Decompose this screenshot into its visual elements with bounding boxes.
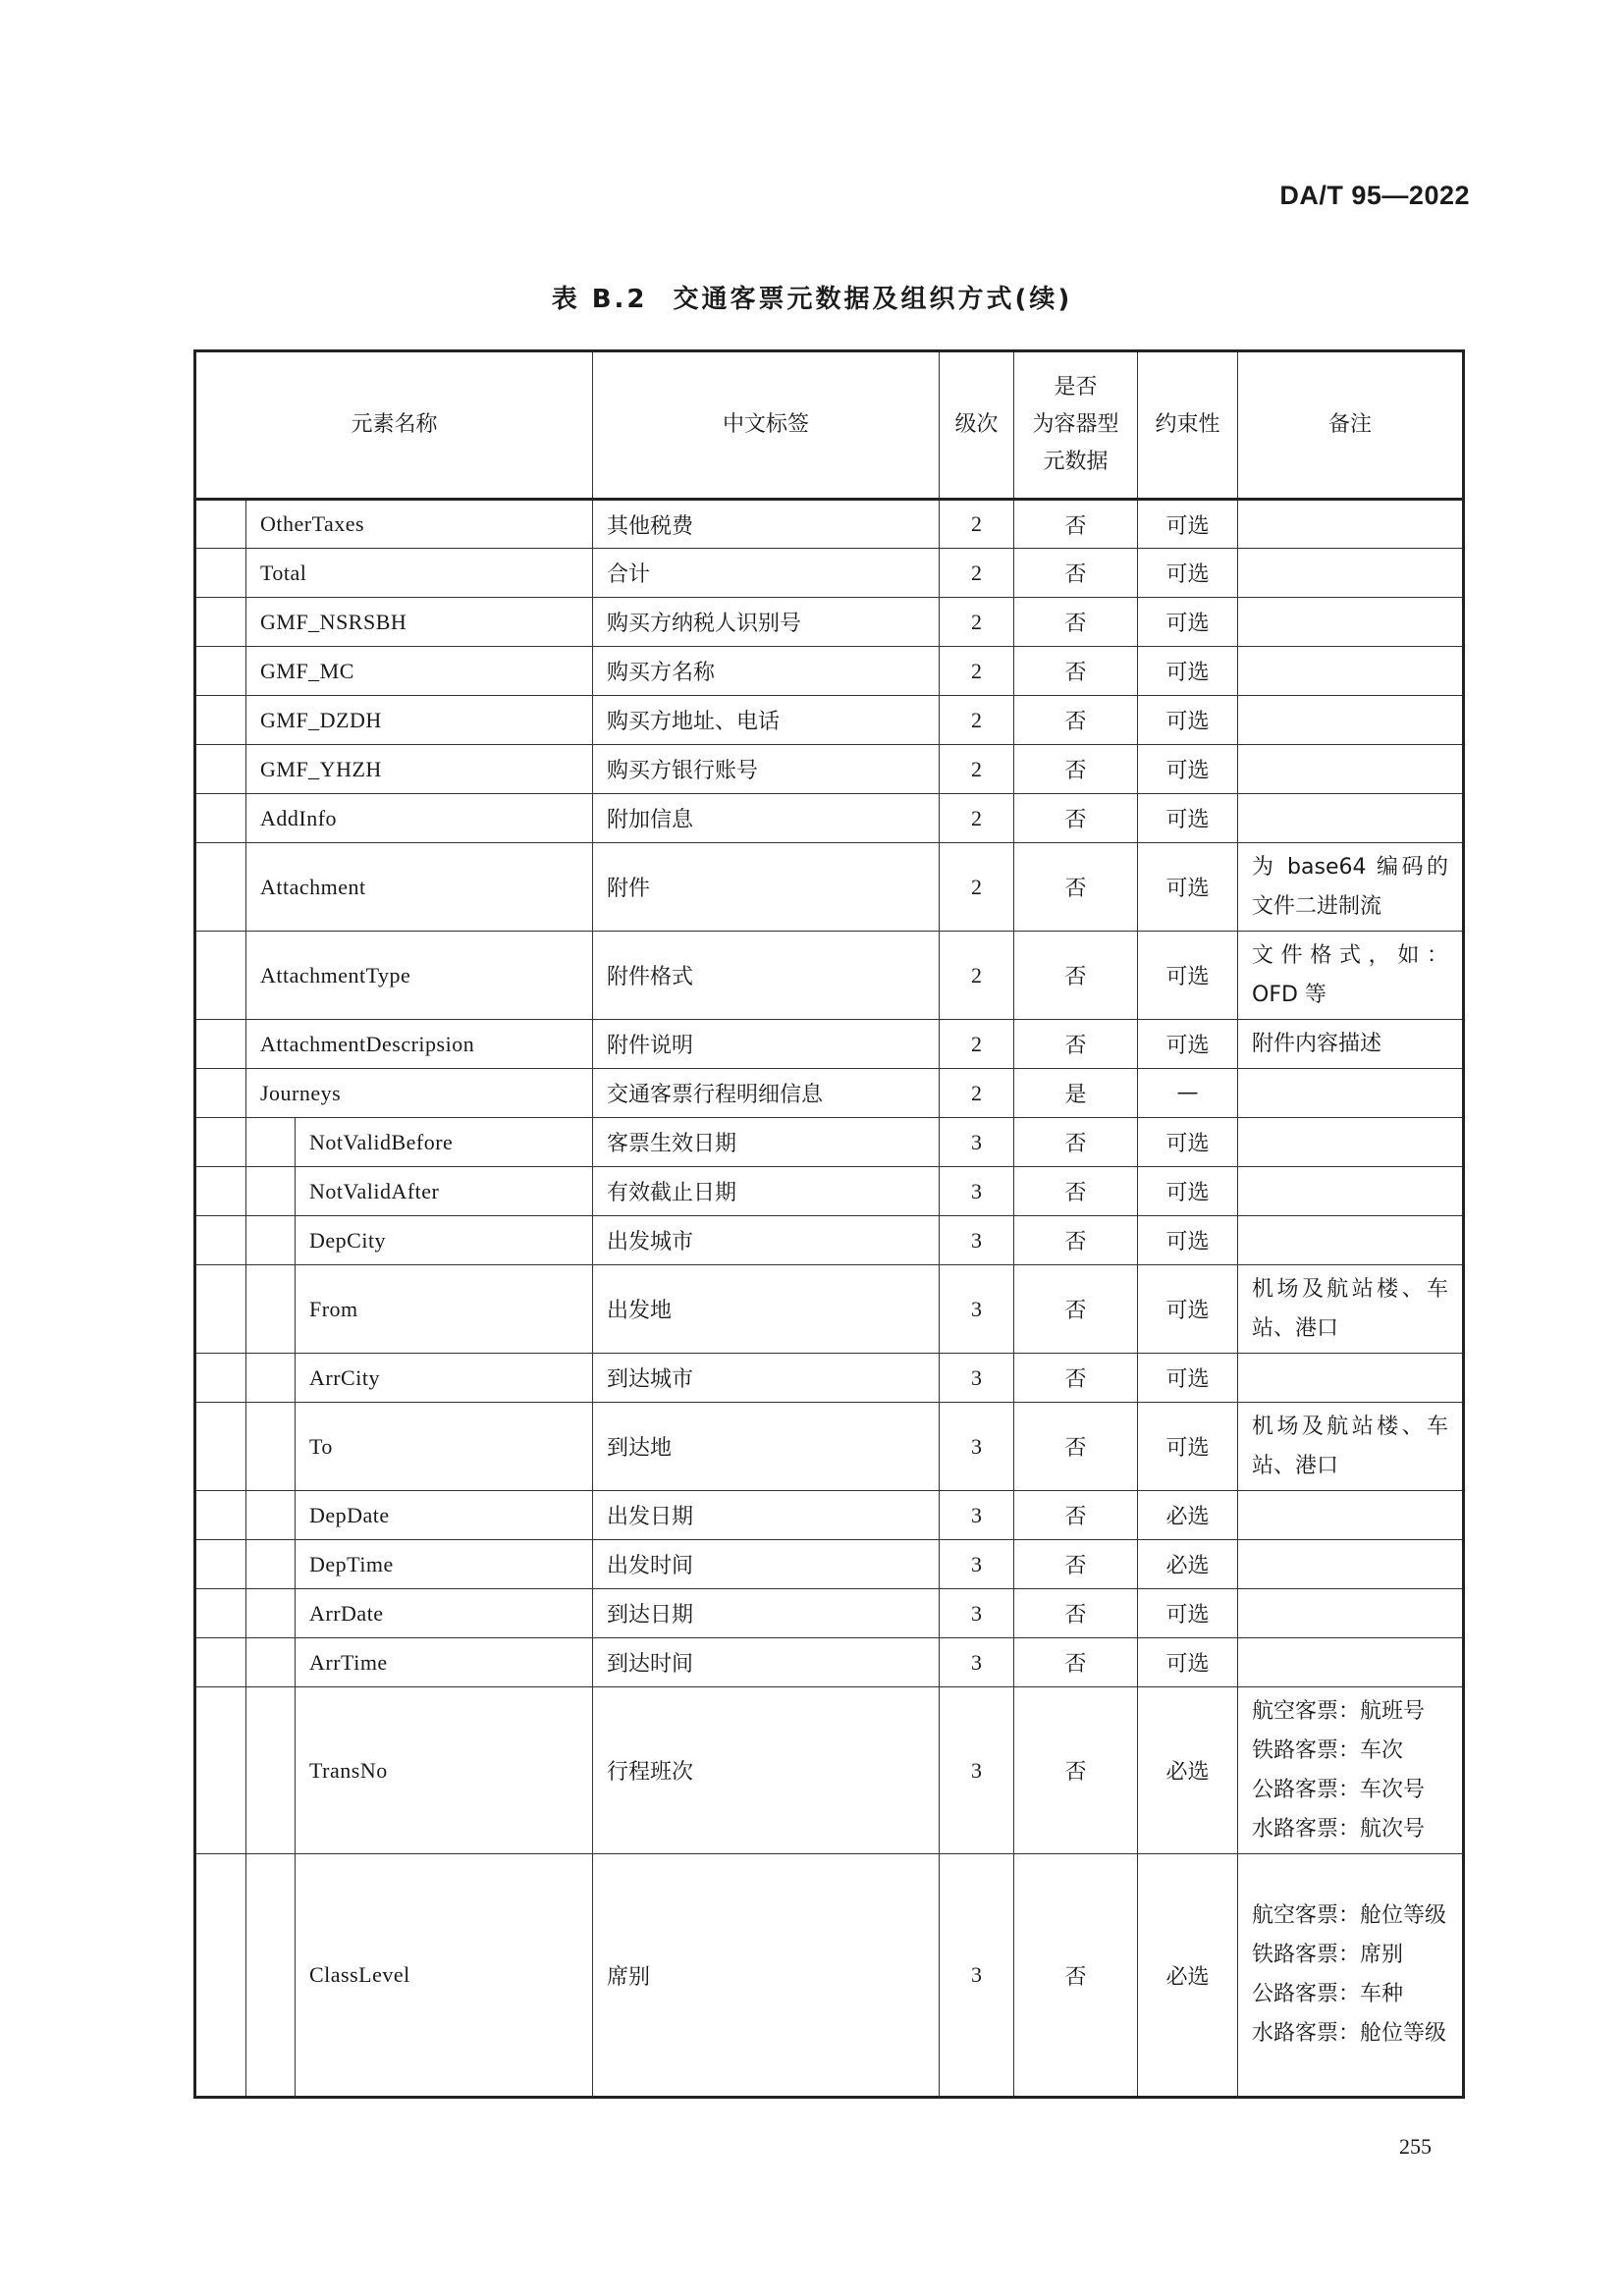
indent-cell — [246, 1403, 296, 1491]
indent-cell — [195, 1069, 246, 1118]
constraint-value: 可选 — [1138, 500, 1238, 549]
level-value: 2 — [940, 696, 1014, 745]
container-flag: 是 — [1014, 1069, 1138, 1118]
standard-code: DA/T 95—2022 — [1279, 181, 1470, 210]
chinese-label: 购买方地址、电话 — [593, 696, 940, 745]
element-name: AddInfo — [246, 794, 593, 843]
element-name: ArrCity — [296, 1354, 593, 1403]
constraint-value: 可选 — [1138, 549, 1238, 598]
container-flag: 否 — [1014, 1491, 1138, 1540]
element-name: GMF_NSRSBH — [246, 598, 593, 647]
indent-cell — [195, 1354, 246, 1403]
indent-cell — [195, 1854, 246, 2098]
level-value: 3 — [940, 1854, 1014, 2098]
table-row — [195, 696, 1464, 745]
element-name: From — [296, 1265, 593, 1354]
element-name: AttachmentType — [246, 932, 593, 1020]
container-flag: 否 — [1014, 1854, 1138, 2098]
indent-cell — [246, 1491, 296, 1540]
table-row — [195, 1020, 1464, 1069]
col-header-level: 级次 — [940, 351, 1014, 500]
constraint-value: 可选 — [1138, 745, 1238, 794]
note-cell — [1238, 1540, 1464, 1589]
col-header-container: 是否 为容器型 元数据 — [1014, 351, 1138, 500]
level-value: 2 — [940, 549, 1014, 598]
level-value: 2 — [940, 745, 1014, 794]
indent-cell — [246, 1540, 296, 1589]
constraint-value: 可选 — [1138, 696, 1238, 745]
table-row — [195, 843, 1464, 932]
constraint-value: 可选 — [1138, 598, 1238, 647]
indent-cell — [246, 1118, 296, 1167]
container-flag: 否 — [1014, 745, 1138, 794]
element-name: NotValidAfter — [296, 1167, 593, 1216]
table-row — [195, 1167, 1464, 1216]
element-name: ClassLevel — [296, 1854, 593, 2098]
note-cell — [1238, 794, 1464, 843]
constraint-value: 可选 — [1138, 843, 1238, 932]
metadata-table — [193, 349, 1465, 2099]
indent-cell — [246, 1354, 296, 1403]
indent-cell — [246, 1687, 296, 1854]
indent-cell — [246, 1265, 296, 1354]
chinese-label: 有效截止日期 — [593, 1167, 940, 1216]
note-cell — [1238, 1216, 1464, 1265]
level-value: 2 — [940, 647, 1014, 696]
indent-cell — [246, 1216, 296, 1265]
constraint-value: 可选 — [1138, 1167, 1238, 1216]
chinese-label: 附件说明 — [593, 1020, 940, 1069]
container-flag: 否 — [1014, 500, 1138, 549]
chinese-label: 客票生效日期 — [593, 1118, 940, 1167]
container-flag: 否 — [1014, 932, 1138, 1020]
indent-cell — [195, 932, 246, 1020]
chinese-label: 其他税费 — [593, 500, 940, 549]
indent-cell — [195, 1403, 246, 1491]
table-body — [195, 500, 1464, 2098]
container-flag: 否 — [1014, 1020, 1138, 1069]
note-cell — [1238, 745, 1464, 794]
indent-cell — [195, 1589, 246, 1638]
container-flag: 否 — [1014, 696, 1138, 745]
indent-cell — [195, 1020, 246, 1069]
table-row — [195, 1589, 1464, 1638]
chinese-label: 附加信息 — [593, 794, 940, 843]
col-header-note: 备注 — [1238, 351, 1464, 500]
col-header-element-name: 元素名称 — [195, 351, 593, 500]
container-flag: 否 — [1014, 1638, 1138, 1687]
element-name: DepDate — [296, 1491, 593, 1540]
level-value: 3 — [940, 1265, 1014, 1354]
constraint-value: 必选 — [1138, 1540, 1238, 1589]
table-row — [195, 1854, 1464, 2098]
container-flag: 否 — [1014, 549, 1138, 598]
constraint-value: 可选 — [1138, 1216, 1238, 1265]
indent-cell — [195, 843, 246, 932]
chinese-label: 到达时间 — [593, 1638, 940, 1687]
note-cell: 附件内容描述 — [1238, 1020, 1464, 1069]
indent-cell — [195, 1118, 246, 1167]
table-row — [195, 1638, 1464, 1687]
container-flag: 否 — [1014, 1403, 1138, 1491]
table-row — [195, 1687, 1464, 1854]
table-header-row — [195, 351, 1464, 500]
level-value: 3 — [940, 1216, 1014, 1265]
note-cell — [1238, 1069, 1464, 1118]
element-name: TransNo — [296, 1687, 593, 1854]
note-cell — [1238, 1354, 1464, 1403]
indent-cell — [246, 1638, 296, 1687]
table-row — [195, 549, 1464, 598]
element-name: GMF_MC — [246, 647, 593, 696]
note-cell — [1238, 549, 1464, 598]
chinese-label: 附件 — [593, 843, 940, 932]
table-row — [195, 1069, 1464, 1118]
level-value: 2 — [940, 843, 1014, 932]
indent-cell — [195, 598, 246, 647]
note-cell: 机场及航站楼、车站、港口 — [1238, 1265, 1464, 1354]
chinese-label: 合计 — [593, 549, 940, 598]
chinese-label: 交通客票行程明细信息 — [593, 1069, 940, 1118]
element-name: AttachmentDescripsion — [246, 1020, 593, 1069]
container-flag: 否 — [1014, 598, 1138, 647]
indent-cell — [195, 1638, 246, 1687]
level-value: 3 — [940, 1491, 1014, 1540]
level-value: 2 — [940, 932, 1014, 1020]
page-number: 255 — [1399, 2134, 1432, 2159]
container-flag: 否 — [1014, 1265, 1138, 1354]
note-cell — [1238, 647, 1464, 696]
element-name: DepTime — [296, 1540, 593, 1589]
container-flag: 否 — [1014, 1216, 1138, 1265]
table-row — [195, 1491, 1464, 1540]
indent-cell — [195, 1540, 246, 1589]
note-cell — [1238, 1491, 1464, 1540]
chinese-label: 席别 — [593, 1854, 940, 2098]
table-row — [195, 794, 1464, 843]
constraint-value: 必选 — [1138, 1687, 1238, 1854]
constraint-value: 可选 — [1138, 932, 1238, 1020]
table-row — [195, 1540, 1464, 1589]
table-row — [195, 1118, 1464, 1167]
note-cell: 航空客票：舱位等级 铁路客票：席别 公路客票：车种 水路客票：舱位等级 — [1238, 1854, 1464, 2098]
level-value: 2 — [940, 1020, 1014, 1069]
constraint-value: — — [1138, 1069, 1238, 1118]
chinese-label: 到达地 — [593, 1403, 940, 1491]
level-value: 3 — [940, 1638, 1014, 1687]
constraint-value: 可选 — [1138, 1638, 1238, 1687]
note-cell — [1238, 1589, 1464, 1638]
constraint-value: 可选 — [1138, 1118, 1238, 1167]
note-cell — [1238, 1167, 1464, 1216]
indent-cell — [195, 647, 246, 696]
element-name: NotValidBefore — [296, 1118, 593, 1167]
chinese-label: 附件格式 — [593, 932, 940, 1020]
note-cell — [1238, 696, 1464, 745]
chinese-label: 购买方纳税人识别号 — [593, 598, 940, 647]
container-flag: 否 — [1014, 647, 1138, 696]
note-cell: 为 base64 编码的文件二进制流 — [1238, 843, 1464, 932]
indent-cell — [195, 745, 246, 794]
constraint-value: 可选 — [1138, 1020, 1238, 1069]
note-cell — [1238, 598, 1464, 647]
indent-cell — [246, 1167, 296, 1216]
level-value: 3 — [940, 1118, 1014, 1167]
chinese-label: 到达城市 — [593, 1354, 940, 1403]
element-name: OtherTaxes — [246, 500, 593, 549]
element-name: Journeys — [246, 1069, 593, 1118]
chinese-label: 到达日期 — [593, 1589, 940, 1638]
indent-cell — [195, 1167, 246, 1216]
note-cell: 机场及航站楼、车站、港口 — [1238, 1403, 1464, 1491]
constraint-value: 必选 — [1138, 1854, 1238, 2098]
table-row — [195, 500, 1464, 549]
container-flag: 否 — [1014, 1354, 1138, 1403]
level-value: 3 — [940, 1167, 1014, 1216]
element-name: ArrDate — [296, 1589, 593, 1638]
note-cell — [1238, 500, 1464, 549]
table-title — [0, 279, 1624, 315]
indent-cell — [195, 794, 246, 843]
constraint-value: 可选 — [1138, 1265, 1238, 1354]
level-value: 2 — [940, 794, 1014, 843]
indent-cell — [246, 1589, 296, 1638]
chinese-label: 出发时间 — [593, 1540, 940, 1589]
indent-cell — [195, 549, 246, 598]
table-row — [195, 745, 1464, 794]
container-flag: 否 — [1014, 1118, 1138, 1167]
indent-cell — [246, 1854, 296, 2098]
level-value: 3 — [940, 1687, 1014, 1854]
indent-cell — [195, 1687, 246, 1854]
chinese-label: 出发地 — [593, 1265, 940, 1354]
indent-cell — [195, 696, 246, 745]
indent-cell — [195, 1491, 246, 1540]
level-value: 2 — [940, 1069, 1014, 1118]
level-value: 2 — [940, 598, 1014, 647]
container-flag: 否 — [1014, 1687, 1138, 1854]
level-value: 3 — [940, 1354, 1014, 1403]
element-name: GMF_YHZH — [246, 745, 593, 794]
chinese-label: 行程班次 — [593, 1687, 940, 1854]
element-name: Attachment — [246, 843, 593, 932]
level-value: 3 — [940, 1589, 1014, 1638]
element-name: ArrTime — [296, 1638, 593, 1687]
col-header-constraint: 约束性 — [1138, 351, 1238, 500]
table-row — [195, 598, 1464, 647]
col-header-chinese-label: 中文标签 — [593, 351, 940, 500]
note-cell — [1238, 1118, 1464, 1167]
level-value: 2 — [940, 500, 1014, 549]
constraint-value: 可选 — [1138, 1403, 1238, 1491]
constraint-value: 可选 — [1138, 647, 1238, 696]
chinese-label: 出发城市 — [593, 1216, 940, 1265]
table-row — [195, 1354, 1464, 1403]
table-number: 表 B.2 — [551, 285, 648, 314]
table-row — [195, 1265, 1464, 1354]
note-cell — [1238, 1638, 1464, 1687]
container-flag: 否 — [1014, 1167, 1138, 1216]
table-row — [195, 1216, 1464, 1265]
table-caption: 交通客票元数据及组织方式(续) — [673, 285, 1073, 314]
constraint-value: 可选 — [1138, 1354, 1238, 1403]
level-value: 3 — [940, 1403, 1014, 1491]
indent-cell — [195, 1265, 246, 1354]
note-cell: 航空客票：航班号 铁路客票：车次 公路客票：车次号 水路客票：航次号 — [1238, 1687, 1464, 1854]
table-row — [195, 647, 1464, 696]
chinese-label: 出发日期 — [593, 1491, 940, 1540]
element-name: To — [296, 1403, 593, 1491]
chinese-label: 购买方名称 — [593, 647, 940, 696]
element-name: GMF_DZDH — [246, 696, 593, 745]
chinese-label: 购买方银行账号 — [593, 745, 940, 794]
constraint-value: 必选 — [1138, 1491, 1238, 1540]
constraint-value: 可选 — [1138, 1589, 1238, 1638]
element-name: DepCity — [296, 1216, 593, 1265]
container-flag: 否 — [1014, 1589, 1138, 1638]
container-flag: 否 — [1014, 843, 1138, 932]
indent-cell — [195, 500, 246, 549]
container-flag: 否 — [1014, 1540, 1138, 1589]
table-row — [195, 932, 1464, 1020]
table-row — [195, 1403, 1464, 1491]
level-value: 3 — [940, 1540, 1014, 1589]
indent-cell — [195, 1216, 246, 1265]
container-flag: 否 — [1014, 794, 1138, 843]
constraint-value: 可选 — [1138, 794, 1238, 843]
note-cell: 文件格式，如：OFD 等 — [1238, 932, 1464, 1020]
element-name: Total — [246, 549, 593, 598]
